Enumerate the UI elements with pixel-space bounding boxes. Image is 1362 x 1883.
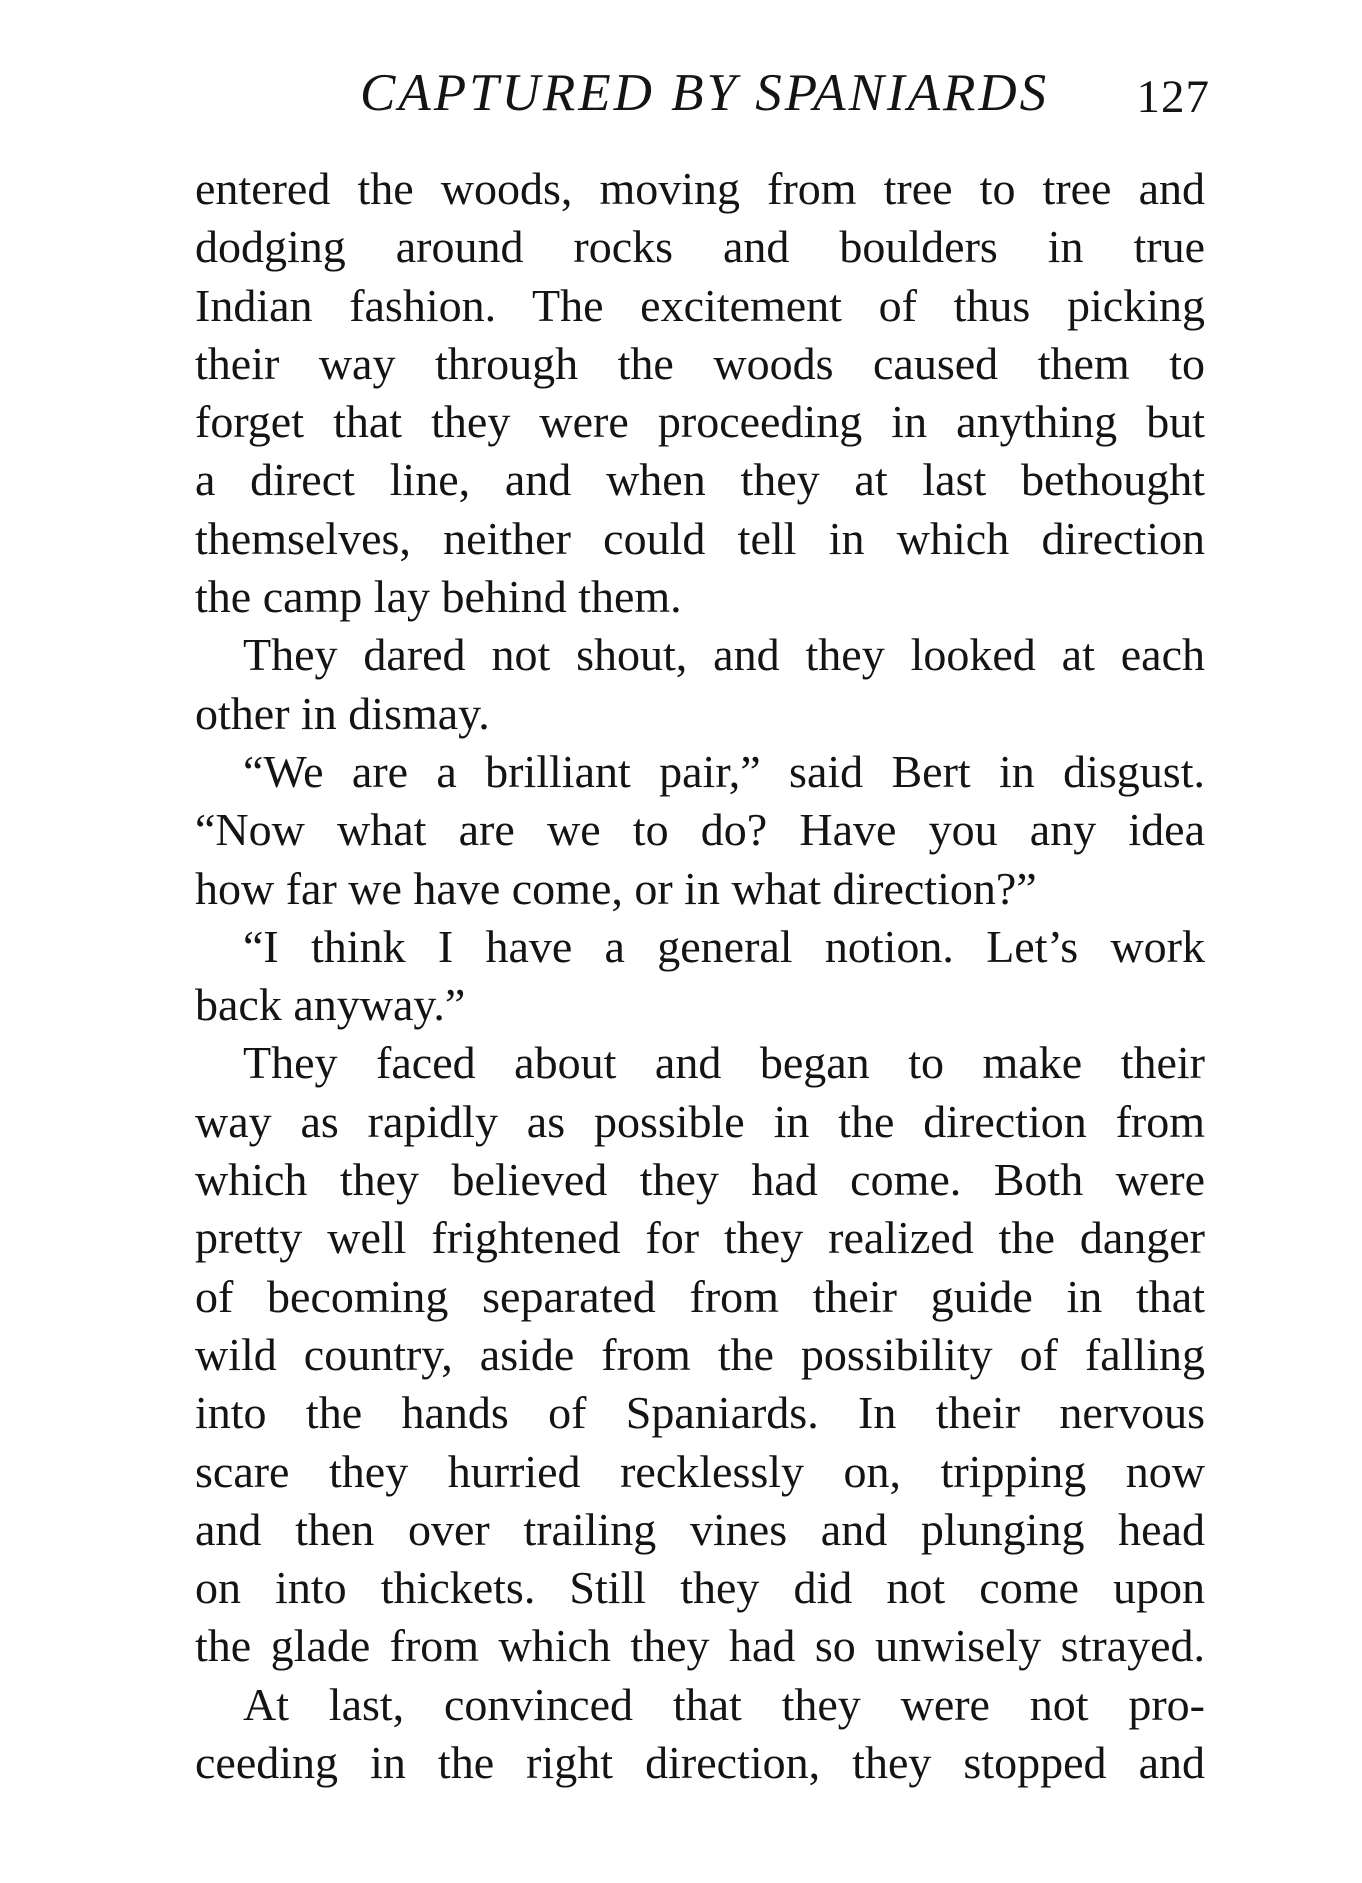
text-line: At last, convinced that they were not pro-	[243, 1678, 1205, 1730]
text-line: entered the woods, moving from tree to tree and	[195, 163, 1205, 214]
text-line: way as rapidly as possible in the direction from	[195, 1095, 1205, 1147]
text-line: ceeding in the right direction, they stopped and	[195, 1737, 1205, 1789]
text-line: scare they hurried recklessly on, tripping now	[195, 1445, 1205, 1497]
text-line: Indian fashion. The excitement of thus picking	[195, 279, 1205, 331]
text-line: They dared not shout, and they looked at each	[243, 629, 1205, 681]
text-line: “I think I have a general notion. Let’s work	[243, 920, 1205, 972]
text-line: forget that they were proceeding in anything but	[195, 396, 1205, 448]
text-line: back anyway.”	[195, 979, 466, 1031]
page-header	[340, 58, 1210, 128]
text-line: dodging around rocks and boulders in true	[195, 221, 1205, 273]
text-line: “We are a brilliant pair,” said Bert in disgust.	[243, 745, 1205, 797]
text-line: the camp lay behind them.	[195, 571, 682, 623]
page-number: 127	[1136, 71, 1210, 123]
text-line: on into thickets. Still they did not come upon	[195, 1562, 1205, 1614]
text-line: which they believed they had come. Both were	[195, 1154, 1205, 1206]
text-line: into the hands of Spaniards. In their nervous	[195, 1387, 1205, 1439]
running-title: CAPTURED BY SPANIARDS	[360, 64, 1050, 122]
text-line: their way through the woods caused them to	[195, 337, 1205, 389]
text-line: themselves, neither could tell in which direction	[195, 512, 1205, 564]
text-line: “Now what are we to do? Have you any idea	[195, 804, 1205, 856]
text-line: a direct line, and when they at last bethought	[195, 454, 1205, 506]
text-line: other in dismay.	[195, 687, 490, 739]
text-line: how far we have come, or in what direction?”	[195, 862, 1037, 914]
body-text	[195, 160, 1205, 1792]
text-line: wild country, aside from the possibility of falling	[195, 1328, 1205, 1380]
text-line: They faced about and began to make their	[243, 1037, 1205, 1089]
text-line: pretty well frightened for they realized the danger	[195, 1212, 1205, 1264]
text-line: of becoming separated from their guide in that	[195, 1270, 1205, 1322]
text-line: and then over trailing vines and plunging head	[195, 1503, 1205, 1555]
text-line: the glade from which they had so unwisely strayed.	[195, 1620, 1205, 1672]
